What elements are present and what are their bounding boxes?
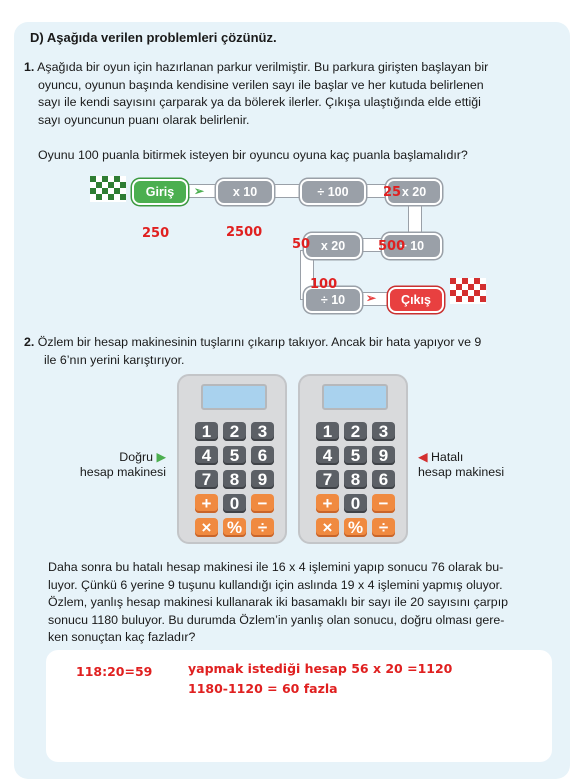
calculator-key: ×: [195, 518, 218, 537]
calculator-key: 5: [344, 446, 367, 465]
calculator-key: −: [372, 494, 395, 513]
q2-para-line: Daha sonra bu hatalı hesap makinesi ile 16 x 4 işlemini yapıp sonucu 76 olarak bu-: [48, 560, 504, 574]
handwritten-answer: 118:20=59: [76, 664, 153, 679]
q1-line: sayı oyuncunun puanı olarak belirlenir.: [38, 112, 250, 127]
calculator-key: 4: [195, 446, 218, 465]
calculator-key: 8: [344, 470, 367, 489]
handwritten-answer: 1180-1120 = 60 fazla: [188, 681, 338, 696]
track-end: Çıkış: [388, 287, 444, 313]
handwritten-note: 250: [142, 226, 170, 241]
calculator-key: 7: [195, 470, 218, 489]
faulty-calculator-label: [418, 450, 528, 480]
handwritten-note: 50: [292, 237, 311, 252]
question-number: 1.: [24, 60, 35, 74]
calculator-key: 4: [316, 446, 339, 465]
q2-para-line: Özlem, yanlış hesap makinesi kullanarak iki basamaklı bir sayı ile 20 sayısını çarpıp: [48, 595, 509, 609]
track-step: ÷ 100: [300, 179, 366, 205]
q2-para-line: sonucu 1180 buluyor. Bu durumda Özlem’in yanlış olan sonucu, doğru olması gere-: [48, 612, 505, 627]
calculator-key: −: [251, 494, 274, 513]
label-line: Hatalı: [430, 450, 464, 464]
handwritten-note: 25: [383, 185, 402, 200]
section-title: D) Aşağıda verilen problemleri çözünüz.: [30, 30, 277, 45]
question-2-text: [24, 334, 554, 369]
question-2-paragraph: [48, 559, 548, 647]
q1-line: Aşağıda bir oyun için hazırlanan parkur verilmiştir. Bu parkura girişten başlayan bir: [37, 60, 489, 74]
question-1-text: [24, 59, 554, 129]
calculator-key: 2: [344, 422, 367, 441]
calculator-key: 9: [251, 470, 274, 489]
q2-para-line: ken sonuçtan kaç fazladır?: [48, 630, 196, 644]
correct-calculator: [177, 374, 287, 544]
calculator-key: 7: [316, 470, 339, 489]
calculator-key: 1: [195, 422, 218, 441]
calculator-key: %: [223, 518, 246, 537]
question-1-ask: Oyunu 100 puanla bitirmek isteyen bir oyuncu oyuna kaç puanla başlamalıdır?: [38, 148, 468, 162]
calculator-key: 0: [223, 494, 246, 513]
track-step: x 20: [304, 233, 362, 259]
handwritten-note: 100: [310, 277, 338, 292]
arrow-right-icon: ➢: [194, 184, 205, 198]
q2-line: ile 6’nın yerini karıştırıyor.: [44, 352, 185, 367]
calculator-key: +: [316, 494, 339, 513]
q1-line: sayı ile kendi sayısını çarparak ya da bölerek ilerler. Çıkışa ulaştığında elde ettiği: [38, 95, 481, 109]
calculator-key: ÷: [251, 518, 274, 537]
calculator-key: 6: [251, 446, 274, 465]
handwritten-note: 2500: [226, 225, 263, 240]
track-step: ÷ 10: [382, 233, 442, 259]
label-line: hesap makinesi: [79, 465, 166, 479]
track-step: x 20: [386, 179, 442, 205]
start-flag-icon: [90, 176, 126, 202]
calculator-key: +: [195, 494, 218, 513]
arrow-right-icon: ➢: [366, 291, 377, 305]
calculator-key: 6: [372, 470, 395, 489]
handwritten-note: 500: [378, 239, 406, 254]
track-step: x 10: [216, 179, 274, 205]
calculator-key: 8: [223, 470, 246, 489]
calculator-screen: [201, 384, 267, 410]
calculator-key: 9: [372, 446, 395, 465]
calculator-key: ÷: [372, 518, 395, 537]
calculator-key: 2: [223, 422, 246, 441]
faulty-calculator: [298, 374, 408, 544]
track-step: ÷ 10: [304, 287, 362, 313]
calculator-key: ×: [316, 518, 339, 537]
calculator-key: 3: [372, 422, 395, 441]
calculator-key: 5: [223, 446, 246, 465]
q2-line: Özlem bir hesap makinesinin tuşlarını çıkarıp takıyor. Ancak bir hata yapıyor ve 9: [37, 335, 482, 349]
handwritten-answer: yapmak istediği hesap 56 x 20 =1120: [188, 661, 453, 676]
calculator-key: 1: [316, 422, 339, 441]
calculator-key: 3: [251, 422, 274, 441]
arrow-right-icon: ▶: [156, 450, 166, 464]
question-number: 2.: [24, 335, 35, 349]
correct-calculator-label: [72, 450, 166, 480]
calculator-screen: [322, 384, 388, 410]
label-line: Doğru: [119, 450, 154, 464]
finish-flag-icon: [450, 278, 486, 304]
arrow-left-icon: ◀: [418, 450, 428, 464]
label-line: hesap makinesi: [418, 465, 505, 479]
q1-line: oyuncu, oyunun başında kendisine verilen sayı ile başlar ve her kutuda belirlenen: [38, 77, 484, 92]
calculator-key: 0: [344, 494, 367, 513]
track-start: Giriş: [132, 179, 188, 205]
q2-para-line: luyor. Çünkü 6 yerine 9 tuşunu kullandığı için aslında 19 x 4 işlemini yapmış oluyor.: [48, 577, 503, 592]
calculator-key: %: [344, 518, 367, 537]
